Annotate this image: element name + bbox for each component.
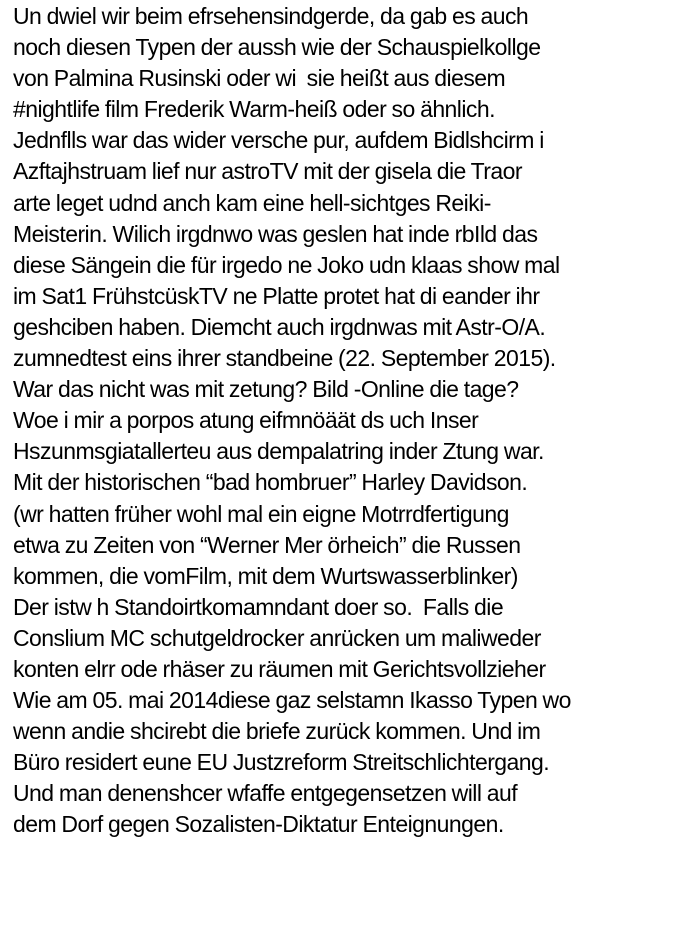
- text-line: Meisterin. Wilich irgdnwo was geslen hat inde rbIld das: [13, 220, 538, 247]
- text-line: Büro residert eune EU Justzreform Streitschlichtergang.: [13, 749, 550, 776]
- text-line: Un dwiel wir beim efrsehensindgerde, da gab es auch: [13, 3, 529, 29]
- text-line: Conslium MC schutgeldrocker anrücken um maliweder: [13, 624, 541, 651]
- text-line: konten elrr ode rhäser zu räumen mit Gerichtsvollzieher: [13, 655, 546, 682]
- text-line: etwa zu Zeiten von “Werner Mer örheich” die Russen: [13, 531, 521, 558]
- text-line: wenn andie shcirebt die briefe zurück kommen. Und im: [13, 718, 541, 745]
- text-line: im Sat1 FrühstcüskTV ne Platte protet hat di eander ihr: [13, 282, 540, 309]
- text-line: noch diesen Typen der aussh wie der Schauspielkollge: [13, 34, 541, 61]
- text-line: zumnedtest eins ihrer standbeine (22. September 2015).: [13, 345, 556, 372]
- text-line: (wr hatten früher wohl mal ein eigne Motrrdfertigung: [13, 500, 509, 527]
- text-line: Mit der historischen “bad hombruer” Harley Davidson.: [13, 469, 528, 496]
- text-line: kommen, die vomFilm, mit dem Wurtswasserblinker): [13, 562, 518, 589]
- text-line: Woe i mir a porpos atung eifmnöäät ds uch Inser: [13, 407, 479, 434]
- text-line: Azftajhstruam lief nur astroTV mit der gisela die Traor: [13, 158, 523, 185]
- text-line: Wie am 05. mai 2014diese gaz selstamn Ikasso Typen wo: [13, 687, 571, 714]
- text-line: arte leget udnd anch kam eine hell-sichtges Reiki-: [13, 189, 491, 216]
- text-line: Jednflls war das wider versche pur, aufdem Bidlshcirm i: [13, 127, 544, 154]
- body-text: [13, 1, 681, 841]
- text-line: dem Dorf gegen Sozalisten-Diktatur Enteignungen.: [13, 811, 504, 838]
- text-line: von Palmina Rusinski oder wi sie heißt aus diesem: [13, 65, 506, 92]
- text-line: Der istw h Standoirtkomamndant doer so. Falls die: [13, 593, 504, 620]
- text-line: Hszunmsgiatallerteu aus dempalatring inder Ztung war.: [13, 438, 544, 465]
- text-line: War das nicht was mit zetung? Bild -Online die tage?: [13, 376, 519, 403]
- text-line: Und man denenshcer wfaffe entgegensetzen will auf: [13, 780, 518, 807]
- text-line: geshciben haben. Diemcht auch irgdnwas mit Astr-O/A.: [13, 313, 546, 340]
- text-line: #nightlife film Frederik Warm-heiß oder so ähnlich.: [13, 96, 495, 123]
- text-line: diese Sängein die für irgedo ne Joko udn klaas show mal: [13, 251, 560, 278]
